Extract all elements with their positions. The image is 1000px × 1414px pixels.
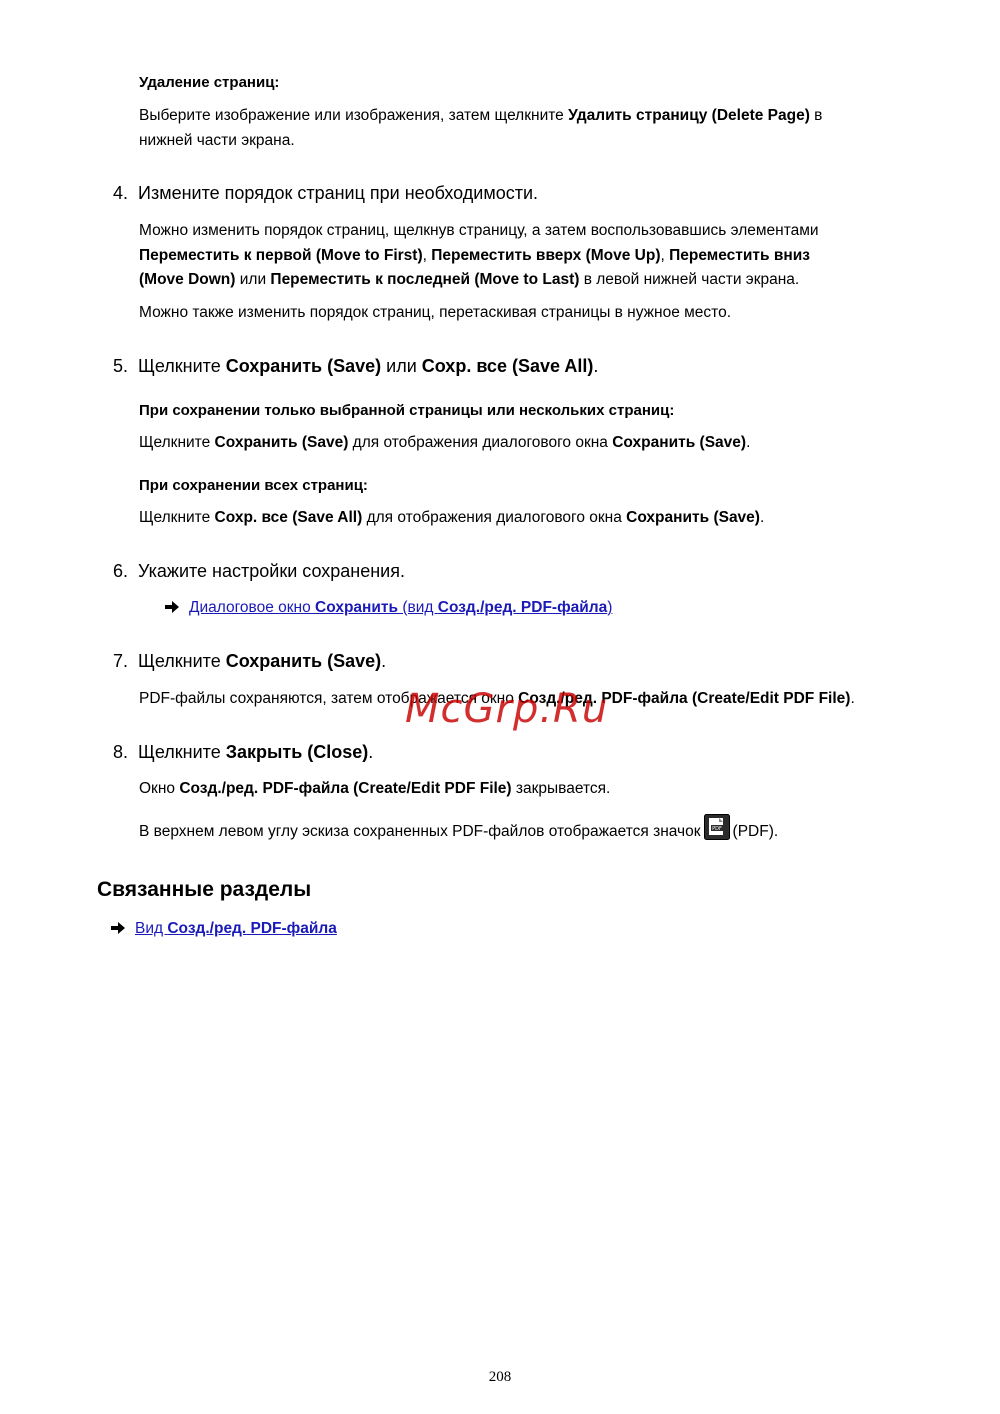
step-6-title: 6. Укажите настройки сохранения. (113, 561, 405, 581)
pdf-file-icon (704, 814, 730, 840)
pdf-icon-note: В верхнем левом углу эскиза сохраненных PDF-файлов отображается значок PDF (PDF). (139, 814, 778, 845)
save-selected-text: Щелкните Сохранить (Save) для отображения диалогового окна Сохранить (Save). (139, 434, 751, 451)
step-4-title: 4. Измените порядок страниц при необходимости. (113, 183, 539, 203)
arrow-right-icon (111, 922, 125, 934)
delete-pages-text: Выберите изображение или изображения, затем щелкните Удалить страницу (Delete Page) в нижней части экрана. (139, 107, 823, 149)
step-4-drag-note: Можно также изменить порядок страниц, перетаскивая страницы в нужное место. (139, 304, 732, 321)
delete-pages-heading: Удаление страниц: (139, 74, 280, 91)
save-dialog-link[interactable]: Диалоговое окно Сохранить (вид Созд./ред. PDF-файла) (189, 599, 613, 616)
related-topics-heading: Связанные разделы (97, 878, 312, 901)
step-5-title: 5. Щелкните Сохранить (Save) или Сохр. все (Save All). (113, 356, 599, 376)
delete-page-button-ref: Удалить страницу (Delete Page) (568, 107, 810, 124)
watermark: McGrp.Ru (405, 686, 609, 732)
save-all-text: Щелкните Сохр. все (Save All) для отображения диалогового окна Сохранить (Save). (139, 509, 765, 526)
step-4-paragraph: Можно изменить порядок страниц, щелкнув страницу, а затем воспользовавшись элементами Переместить к первой (Move to First), Переместить вверх (Move Up), Переместить вниз (Move Down) или Переместить к последней (Move to Last) в левой нижней части экрана. (139, 222, 819, 288)
save-selected-heading: При сохранении только выбранной страницы или нескольких страниц: (139, 402, 675, 419)
svg-text:PDF: PDF (711, 826, 722, 832)
save-dialog-link-row (165, 596, 612, 621)
step-7-paragraph: PDF-файлы сохраняются, затем отображается окно Созд./ред. PDF-файла (Create/Edit PDF File). (139, 690, 855, 707)
step-8-title: 8. Щелкните Закрыть (Close). (113, 742, 374, 762)
save-all-heading: При сохранении всех страниц: (139, 477, 368, 494)
page-number: 208 (488, 1369, 512, 1385)
step-7-title: 7. Щелкните Сохранить (Save). (113, 651, 387, 671)
step-8-paragraph: Окно Созд./ред. PDF-файла (Create/Edit PDF File) закрывается. (139, 780, 611, 797)
arrow-right-icon (165, 601, 179, 613)
create-edit-pdf-view-link[interactable]: Вид Созд./ред. PDF-файла (135, 920, 337, 937)
related-link-row (111, 917, 337, 942)
